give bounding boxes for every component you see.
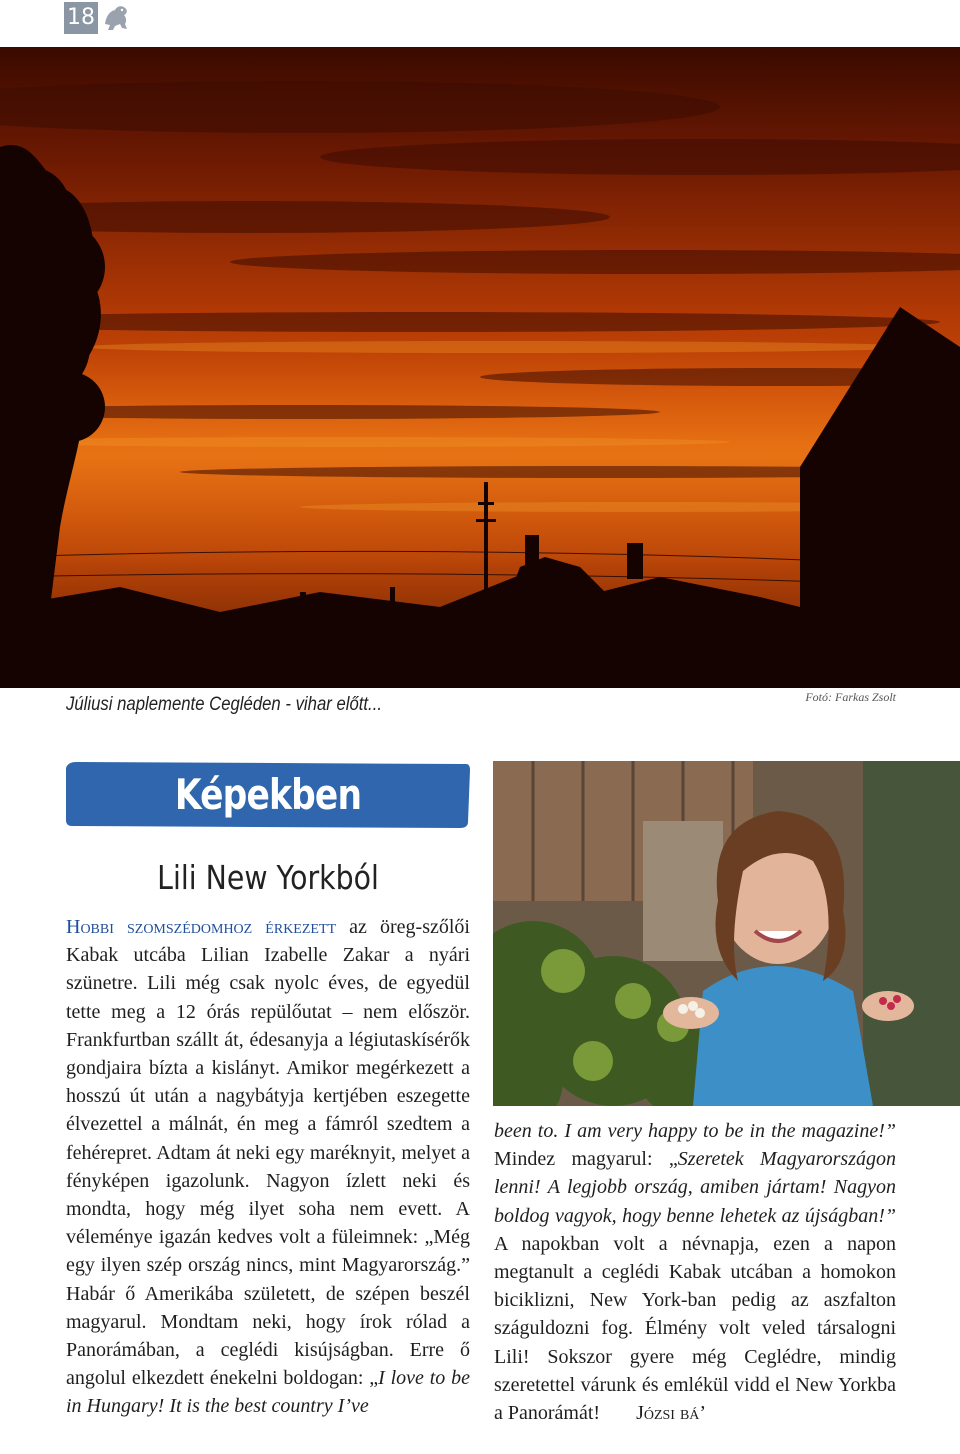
english-quote: I love to be in Hungary! It is the best country I’ve <box>66 1367 471 1418</box>
photo-caption: Júliusi naplemente Cegléden - vihar előtt... <box>66 694 383 715</box>
article-title: Lili New Yorkból <box>157 858 379 897</box>
sunset-photo <box>0 47 960 688</box>
english-quote-continued: been to. I am very happy to be in the magazine!” <box>494 1120 896 1142</box>
article-text-right <box>494 1117 896 1427</box>
photo-credit: Fotó: Farkas Zsolt <box>805 690 896 704</box>
article-lead: Hobbi szomszédomhoz érkezett <box>66 916 337 938</box>
section-banner-title: Képekben <box>174 770 362 819</box>
article-paragraph-1: az öreg-szőlői Kabak utcába Lilian Izabelle Zakar a nyári szünetre. Lili még csak nyolc éves, de egyedül tette meg a 12 órás repülőutat – nem először. Frankfurtban szállt át, édesanyja a légiutaskísérők gondjaira bízta a kislányt. Amikor megérkezett a hosszú út után a nagybátyja kertjében eszegette élvezettel a málnát, én meg a fámról szedtem a fehérepret. Adtam át neki egy maréknyit, melyet a fényképen igazolunk. Nagyon ízlett neki és mondta, hogy még ilyet soha nem evett. A véleménye igazán kedves volt a füleimnek: „Még egy ilyen szép ország nincs, mint Magyarország.” Habár ő Amerikába született, de szépen beszél magyarul. Mondtam neki, hogy írok rólad a Panorámában, a ceglédi kisújságban. Erre ő angolul elkezdett énekelni boldogan: „ <box>66 916 470 1390</box>
article-paragraph-2: A napokban volt a névnapja, ezen a napon megtanult a ceglédi Kabak utcában a homokon biciklizni, New York-ban pedig az aszfalton száguldozni fog. Élmény volt veled társalogni Lili! Sokszor gyere még Ceglédre, mindig szeretettel várunk és emlékül vidd el New Yorkba a Panorámát! <box>494 1232 896 1425</box>
lion-emblem-icon <box>100 2 132 34</box>
hungarian-quote: Szeretek Magyarországon lenni! A legjobb ország, amiben jártam! Nagyon boldog vagyok, hogy benne lehetek az újságban!” <box>494 1148 896 1227</box>
article-mid: Mindez magyarul: „ <box>494 1148 678 1171</box>
article-text-left <box>66 913 470 1421</box>
girl-photo <box>493 761 960 1106</box>
page-number: 18 <box>64 2 98 34</box>
author-signature: Józsi bá’ <box>636 1402 707 1425</box>
